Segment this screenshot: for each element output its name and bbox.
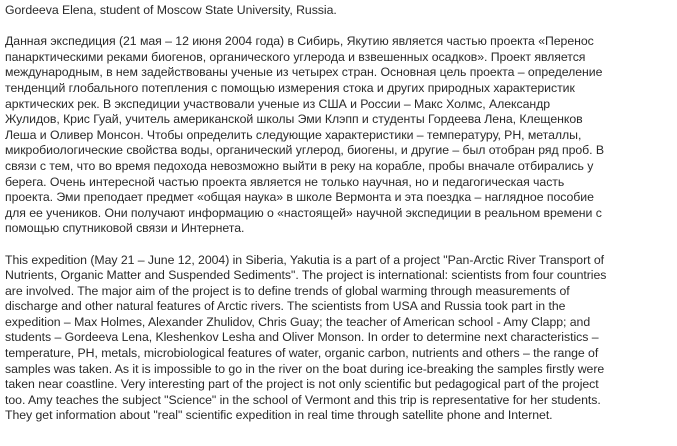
paragraph-line: temperature, PH, metals, microbiological features of water, organic carbon, nutrients and others – the range of xyxy=(5,346,599,361)
english-paragraph xyxy=(5,253,673,425)
paragraph-line: для ее учеников. Они получают информацию о «настоящей» научной экспедиции в реальном времени с xyxy=(5,205,602,220)
paragraph-line: too. Amy teaches the subject "Science" in the school of Vermont and this trip is representative for her students. xyxy=(5,392,601,407)
paragraph-line: панарктическими реками биогенов, органического углерода и взвешенных осадков». Проект является xyxy=(5,49,586,64)
russian-paragraph xyxy=(5,34,673,237)
paragraph-line: тенденций глобального потепления с помощью измерения стока и других природных характеристик xyxy=(5,80,575,95)
paragraph-line: Жулидов, Крис Гуай, учитель американской школы Эми Клэпп и студенты Гордеева Лена, Клещенков xyxy=(5,112,583,127)
author-line: Gordeeva Elena, student of Moscow State University, Russia. xyxy=(5,3,337,17)
paragraph-line: Данная экспедиция (21 мая – 12 июня 2004 года) в Сибирь, Якутию является частью проекта «Перенос xyxy=(5,34,594,49)
paragraph-line: They get information about "real" scientific expedition in real time through satellite phone and Internet. xyxy=(5,408,553,423)
paragraph-line: помощью спутниковой связи и Интернета. xyxy=(5,221,245,236)
paragraph-line: students – Gordeeva Lena, Kleshenkov Lesha and Oliver Monson. In order to determine next characteristics – xyxy=(5,330,599,345)
paragraph-line: This expedition (May 21 – June 12, 2004) in Siberia, Yakutia is a part of a project "Pan-Arctic River Transport of xyxy=(5,252,605,267)
paragraph-line: taken near coastline. Very interesting part of the project is not only scientific but pedagogical part of the project xyxy=(5,377,599,392)
paragraph-line: expedition – Max Holmes, Alexander Zhulidov, Chris Guay; the teacher of American school - Amy Clapp; and xyxy=(5,314,591,329)
paragraph-line: samples was taken. As it is impossible to go in the river on the boat during ice-breaking the samples firstly were xyxy=(5,361,605,376)
paragraph-line: микробиологические свойства воды, органический углерод, биогены, и другие – был отобран ряд проб. В xyxy=(5,143,605,158)
paragraph-line: are involved. The major aim of the project is to define trends of global warming through measurements of xyxy=(5,283,570,298)
paragraph-line: проекта. Эми преподает предмет «общая наука» в школе Вермонта и эта поездка – наглядное пособие xyxy=(5,190,594,205)
paragraph-line: Леша и Оливер Монсон. Чтобы определить следующие характеристики – температуру, PH, металлы, xyxy=(5,127,582,142)
paragraph-line: discharge and other natural features of Arctic rivers. The scientists from USA and Russia took part in the xyxy=(5,299,566,314)
document-page xyxy=(5,3,673,440)
paragraph-line: Nutrients, Organic Matter and Suspended Sediments". The project is international: scientists from four countries xyxy=(5,268,607,283)
paragraph-line: связи с тем, что во время педохода невозможно выйти в реку на корабле, пробы вначале отбирались у xyxy=(5,158,594,173)
paragraph-line: арктических рек. В экспедиции участвовали ученые из США и России – Макс Холмс, Александр xyxy=(5,96,551,111)
paragraph-line: международным, в нем задействованы ученые из четырех стран. Основная цель проекта – определение xyxy=(5,65,603,80)
paragraph-line: берега. Очень интересной частью проекта является не только научная, но и педагогическая часть xyxy=(5,174,565,189)
